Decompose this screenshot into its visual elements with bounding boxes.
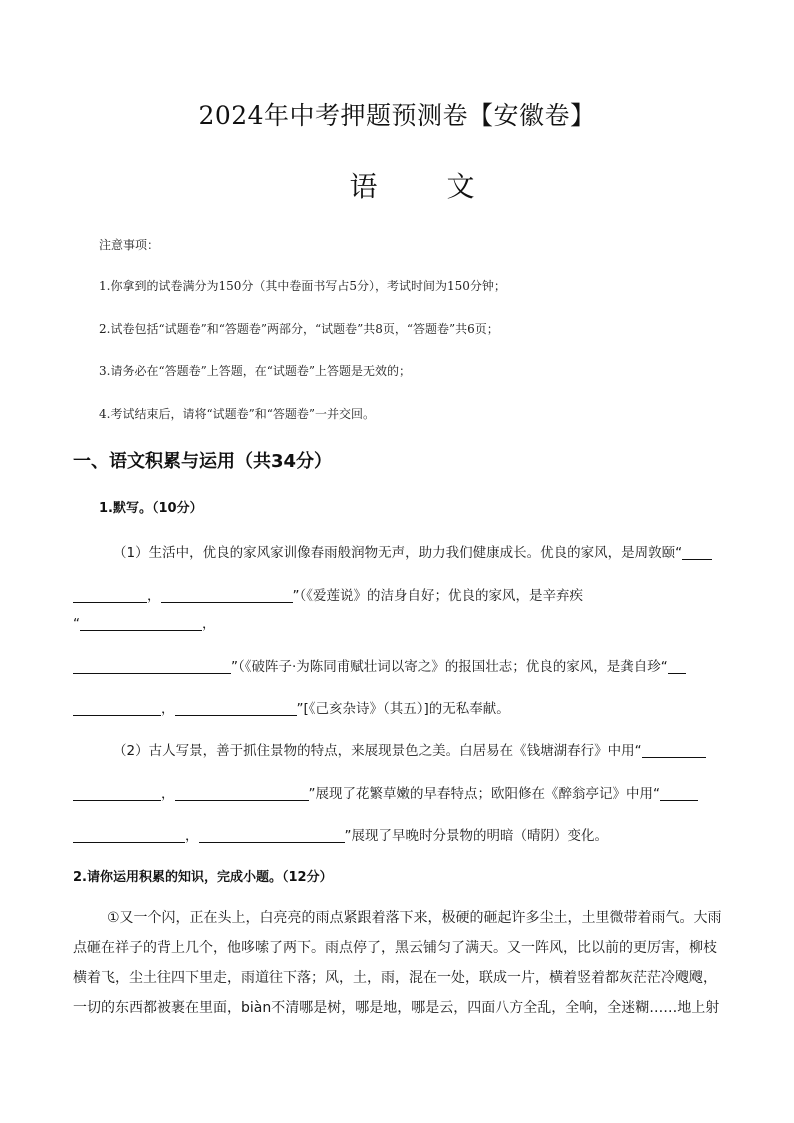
text-segment: ”展现了早晚时分景物的明暗（晴阴）变化。 <box>344 828 608 844</box>
question-text-line <box>73 584 583 604</box>
text-segment: ”（《破阵子·为陈同甫赋壮词以寄之》的报国壮志；优良的家风，是龚自珍“ <box>231 659 668 675</box>
notice-item: 3.请务必在“答题卷”上答题，在“试题卷”上答题是无效的； <box>99 364 411 378</box>
answer-blank[interactable] <box>80 616 202 631</box>
text-segment: （2）古人写景，善于抓住景物的特点，来展现景色之美。白居易在《钱塘湖春行》中用“ <box>113 743 642 759</box>
answer-blank[interactable] <box>73 659 231 674</box>
answer-blank[interactable] <box>199 828 345 843</box>
question-text-line <box>73 612 216 632</box>
question-text-line <box>73 782 698 802</box>
subject-title: 语 文 <box>349 170 505 203</box>
answer-blank[interactable] <box>73 786 161 801</box>
question-text-line <box>73 655 686 675</box>
question-text-line <box>113 739 706 759</box>
question-text-line <box>73 697 510 717</box>
text-segment: ， <box>161 701 175 717</box>
text-segment: ， <box>185 828 199 844</box>
question-text-line <box>73 824 608 844</box>
text-segment: ”[《己亥杂诗》（其五）]的无私奉献。 <box>296 701 510 717</box>
answer-blank[interactable] <box>668 659 686 674</box>
section-title: 一、语文积累与运用（共34分） <box>73 451 333 472</box>
passage-line: 横着飞，尘土往四下里走，雨道往下落；风，土，雨，混在一处，联成一片，横着竖着都灰茫茫冷飕飕， <box>73 970 717 986</box>
text-segment: “ <box>73 616 80 632</box>
passage-line: 一切的东西都被裹在里面，biàn不清哪是树，哪是地，哪是云，四面八方全乱，全响，全迷糊……地上射 <box>73 1000 720 1016</box>
answer-blank[interactable] <box>660 786 698 801</box>
answer-blank[interactable] <box>73 828 185 843</box>
notice-item: 1.你拿到的试卷满分为150分（其中卷面书写占5分），考试时间为150分钟； <box>99 279 506 293</box>
answer-blank[interactable] <box>682 545 712 560</box>
answer-blank[interactable] <box>175 786 309 801</box>
question-text-line <box>113 541 712 561</box>
passage-line: 点砸在祥子的背上几个，他哆嗦了两下。雨点停了，黑云铺匀了满天。又一阵风，比以前的更厉害，柳枝 <box>73 940 717 956</box>
answer-blank[interactable] <box>161 588 293 603</box>
text-segment: ”（《爱莲说》的洁身自好；优良的家风，是辛弃疾 <box>292 588 583 604</box>
text-segment: ， <box>202 616 216 632</box>
question-heading: 2.请你运用积累的知识，完成小题。（12分） <box>73 870 333 885</box>
notice-item: 2.试卷包括“试题卷”和“答题卷”两部分，“试题卷”共8页，“答题卷”共6页； <box>99 322 499 336</box>
text-segment: ”展现了花繁草嫩的早春特点；欧阳修在《醉翁亭记》中用“ <box>308 786 660 802</box>
passage-line: ①又一个闪，正在头上，白亮亮的雨点紧跟着落下来，极硬的砸起许多尘土，土里微带着雨气。大雨 <box>107 910 722 926</box>
text-segment: ， <box>161 786 175 802</box>
answer-blank[interactable] <box>175 701 297 716</box>
text-segment: ， <box>147 588 161 604</box>
answer-blank[interactable] <box>73 701 161 716</box>
answer-blank[interactable] <box>642 743 706 758</box>
notice-item: 4.考试结束后，请将“试题卷”和“答题卷”一并交回。 <box>99 407 375 421</box>
notice-heading: 注意事项： <box>99 238 160 252</box>
answer-blank[interactable] <box>73 588 147 603</box>
question-heading: 1.默写。（10分） <box>99 501 203 516</box>
exam-title: 2024年中考押题预测卷【安徽卷】 <box>198 101 596 130</box>
text-segment: （1）生活中，优良的家风家训像春雨般润物无声，助力我们健康成长。优良的家风，是周敦颐“ <box>113 545 683 561</box>
